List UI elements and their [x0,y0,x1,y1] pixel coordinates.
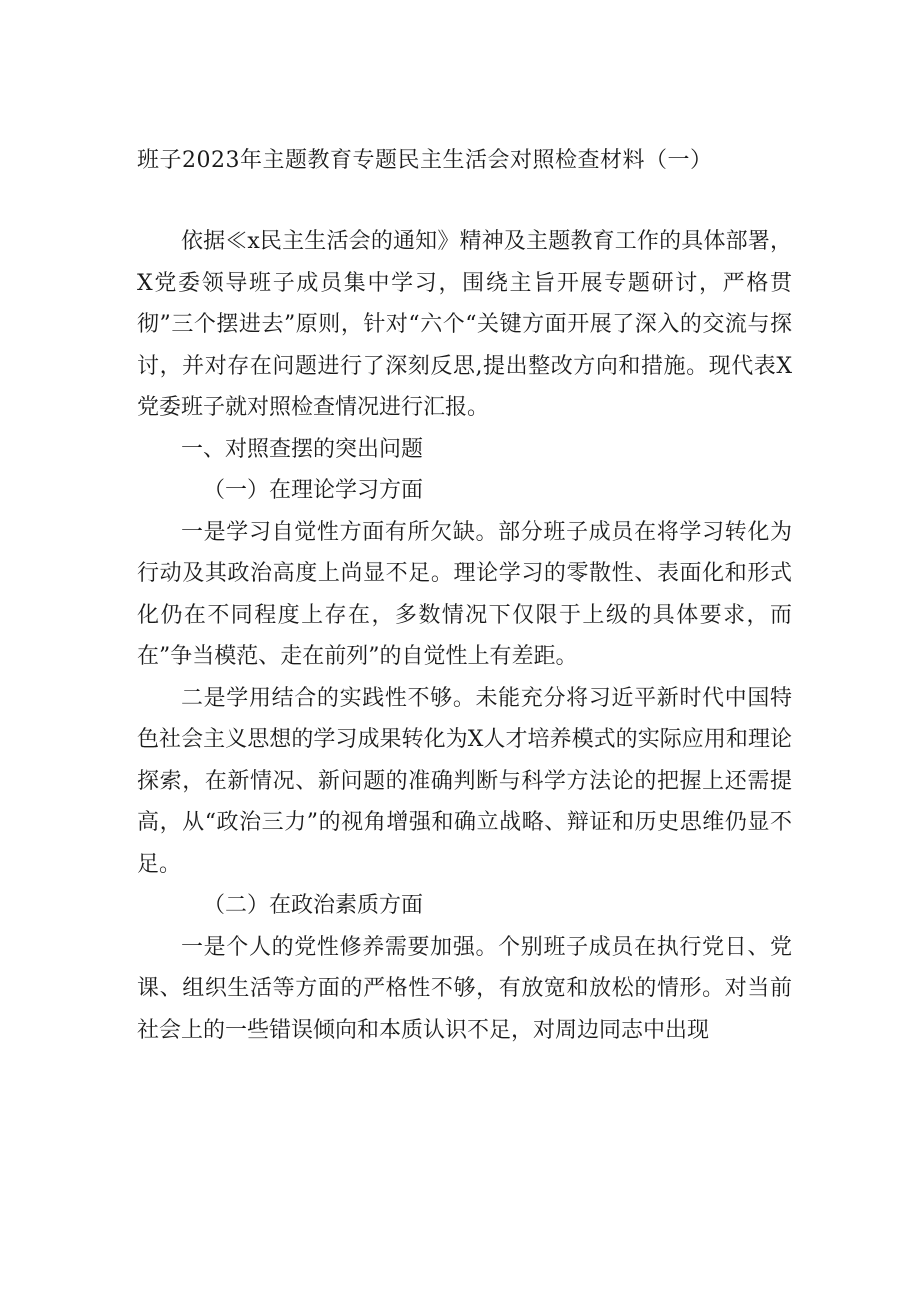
subsection-heading: （二）在政治素质方面 [203,893,424,918]
body-paragraph: 一是学习自觉性方面有所欠缺。部分班子成员在将学习转化为行动及其政治高度上尚显不足。理论学习的零散性、表面化和形式化仍在不同程度上存在，多数情况下仅限于上级的具体要求，而在”争当模范、走在前列”的自觉性上有差距。 [137,519,792,669]
body-paragraph: 一是个人的党性修养需要加强。个别班子成员在执行党日、党课、组织生活等方面的严格性不够，有放宽和放松的情形。对当前社会上的一些错误倾向和本质认识不足，对周边同志中出现 [137,934,792,1043]
document-title: 班子2023年主题教育专题民主生活会对照检查材料（一） [137,148,713,173]
intro-paragraph: 依据≪x民主生活会的通知》精神及主题教育工作的具体部署，X党委领导班子成员集中学习，围绕主旨开展专题研讨，严格贯彻”三个摆进去”原则，针对“六个“关键方面开展了深入的交流与探讨，并对存在问题进行了深刻反思,提出整改方向和措施。现代表X党委班子就对照检查情况进行汇报。 [137,229,792,420]
section-heading: 一、对照查摆的突出问题 [181,436,424,462]
document-body [137,221,792,1051]
subsection-heading: （一）在理论学习方面 [203,478,424,503]
body-paragraph: 二是学用结合的实践性不够。未能充分将习近平新时代中国特色社会主义思想的学习成果转化为X人才培养模式的实际应用和理论探索，在新情况、新问题的准确判断与科学方法论的把握上还需提高，从“政治三力”的视角增强和确立战略、辩证和历史思维仍显不足。 [137,685,792,877]
